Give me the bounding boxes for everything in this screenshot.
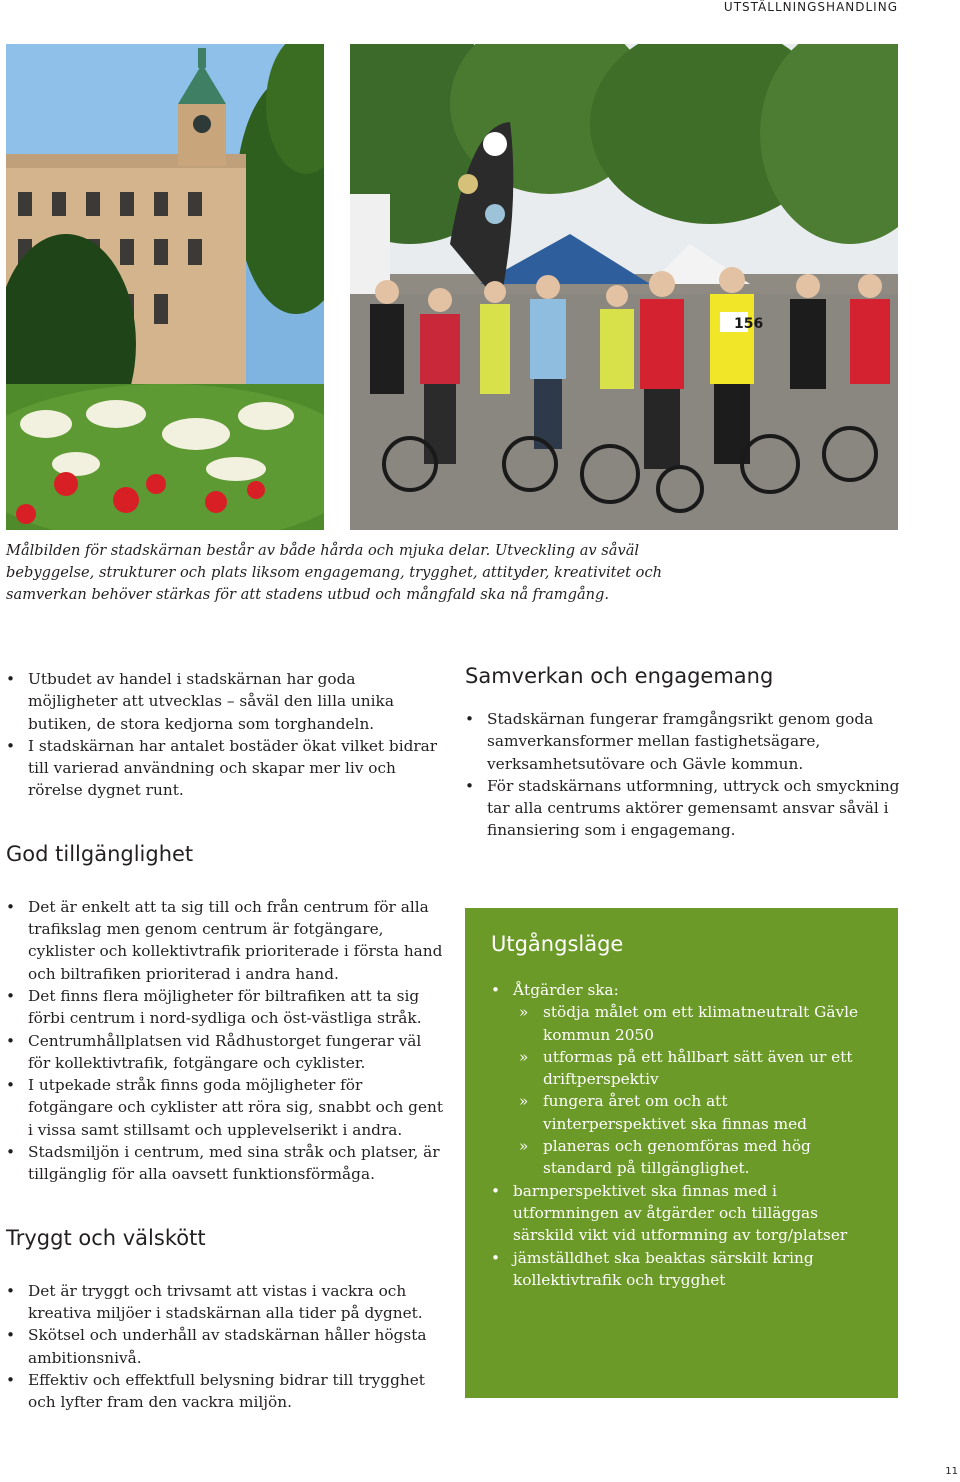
intro-bullet-list	[6, 668, 446, 802]
cooperation-heading: Samverkan och engagemang	[465, 664, 774, 688]
list-item: • barnperspektivet ska finnas med i utformningen av åtgärder och tilläggas särskild vikt vid utformning av torg/platser	[491, 1180, 871, 1247]
list-item: • För stadskärnans utformning, uttryck och smyckning tar alla centrums aktörer gemensamt ansvar såväl i finansiering som i engagemang.	[465, 775, 901, 842]
sub-list-item: » fungera året om och att vinterperspektivet ska finnas med	[513, 1090, 871, 1135]
photo-caption: Målbilden för stadskärnan består av både hårda och mjuka delar. Utveckling av såväl bebyggelse, strukturer och plats liksom engagemang, trygghet, attityder, kreativitet och samverkan behöver stärkas för att stadens utbud och mångfald ska nå framgång.	[6, 542, 663, 603]
page-number: 11	[945, 1466, 958, 1477]
section-header: UTSTÄLLNINGSHANDLING	[723, 0, 898, 14]
right-column	[465, 664, 901, 842]
list-item: • Centrumhållplatsen vid Rådhustorget fungerar väl för kollektivtrafik, fotgängare och cyklister.	[6, 1030, 446, 1075]
list-item: • jämställdhet ska beaktas särskilt kring kollektivtrafik och trygghet	[491, 1247, 871, 1292]
accessibility-bullet-list	[6, 896, 446, 1186]
left-column	[6, 668, 446, 1413]
safety-bullet-list	[6, 1280, 446, 1414]
list-item: • I stadskärnan har antalet bostäder ökat vilket bidrar till varierad användning och skapar mer liv och rörelse dygnet runt.	[6, 735, 446, 802]
starting-point-box	[465, 908, 898, 1398]
list-item: • Utbudet av handel i stadskärnan har goda möjligheter att utvecklas – såväl den lilla unika butiken, de stora kedjorna som torghandeln.	[6, 668, 446, 735]
list-item: • Skötsel och underhåll av stadskärnan håller högsta ambitionsnivå.	[6, 1324, 446, 1369]
cooperation-bullet-list	[465, 708, 901, 842]
list-item: • Effektiv och effektfull belysning bidrar till trygghet och lyfter fram den vackra miljön.	[6, 1369, 446, 1414]
safety-heading: Tryggt och välskött	[6, 1225, 206, 1250]
list-item: • Det är tryggt och trivsamt att vistas i vackra och kreativa miljöer i stadskärnan alla tider på dygnet.	[6, 1280, 446, 1325]
list-item: • Stadsmiljön i centrum, med sina stråk och platser, är tillgänglig för alla oavsett funktionsförmåga.	[6, 1141, 446, 1186]
sub-list-item: » utformas på ett hållbart sätt även ur ett driftperspektiv	[513, 1046, 871, 1091]
sub-list-item: » stödja målet om ett klimatneutralt Gävle kommun 2050	[513, 1001, 871, 1046]
measures-lead: Åtgärder ska:	[513, 981, 619, 999]
list-item: • Det är enkelt att ta sig till och från centrum för alla trafikslag men genom centrum är fotgängare, cyklister och kollektivtrafik prioriterade i första hand och biltrafiken prioriterad i andra hand.	[6, 896, 446, 985]
list-item: • Stadskärnan fungerar framgångsrikt genom goda samverkansformer mellan fastighetsägare, verksamhetsutövare och Gävle kommun.	[465, 708, 901, 775]
list-item: • I utpekade stråk finns goda möjligheter för fotgängare och cyklister att röra sig, snabbt och gent i vissa samt stillsamt och upplevelserikt i andra.	[6, 1074, 446, 1141]
cyclists-photo	[350, 44, 898, 530]
list-item	[491, 979, 871, 1180]
town-hall-photo	[6, 44, 324, 530]
bib-number: 156	[734, 316, 764, 332]
measures-sub-list	[513, 1001, 871, 1179]
starting-point-heading: Utgångsläge	[491, 932, 624, 956]
starting-point-bullet-list	[491, 979, 871, 1291]
sub-list-item: » planeras och genomföras med hög standard på tillgänglighet.	[513, 1135, 871, 1180]
list-item: • Det finns flera möjligheter för biltrafiken att ta sig förbi centrum i nord-sydliga och öst-västliga stråk.	[6, 985, 446, 1030]
accessibility-heading: God tillgänglighet	[6, 841, 194, 866]
